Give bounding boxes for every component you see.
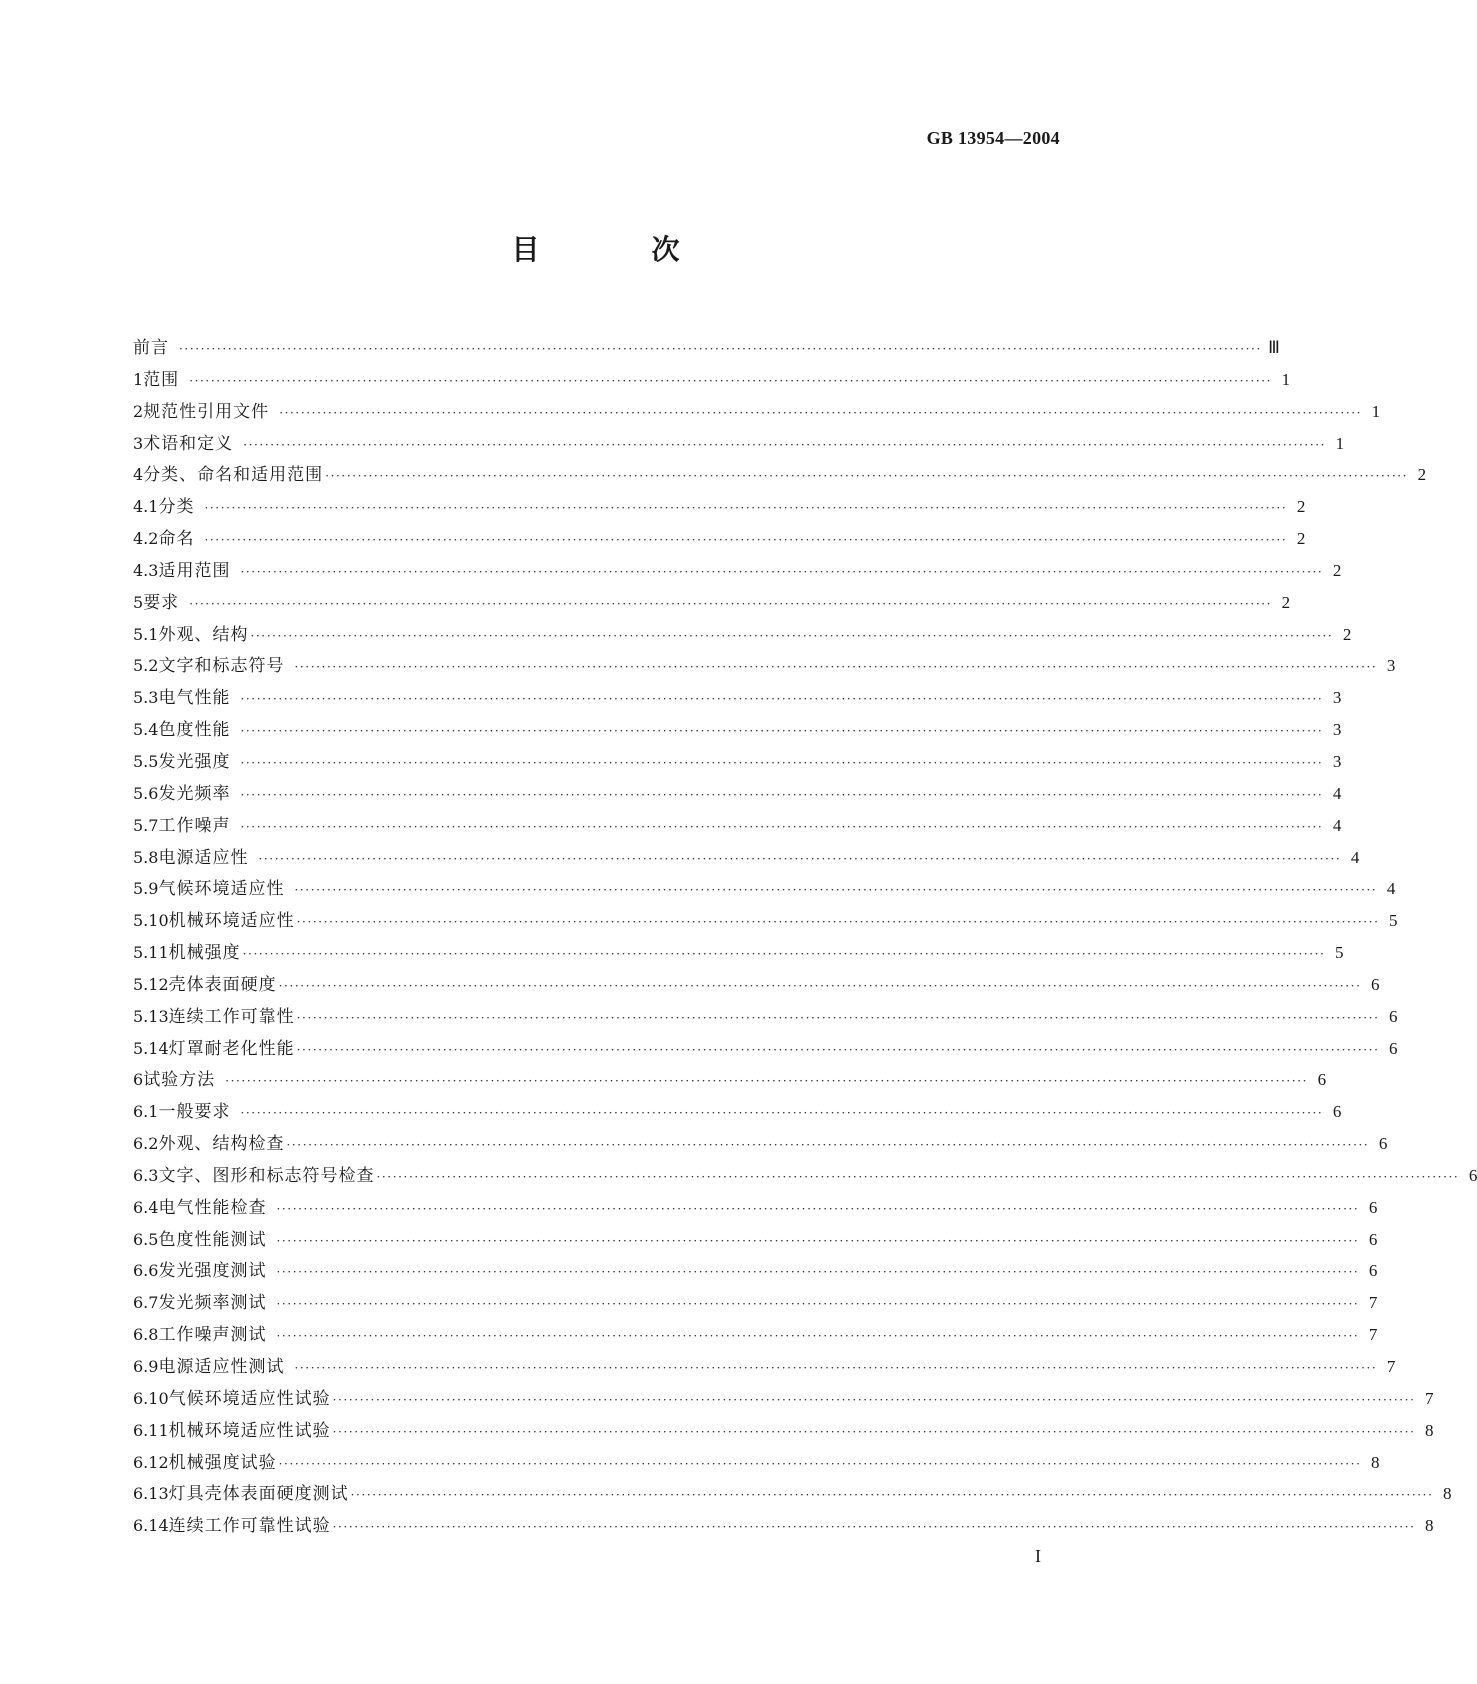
toc-entry[interactable]	[133, 650, 1396, 682]
toc-entry-page: 6	[1368, 1261, 1378, 1281]
toc-entry-page: 7	[1386, 1357, 1396, 1376]
toc-entry-number: 4.3	[133, 560, 159, 580]
toc-entry-number: 5.13	[133, 1006, 169, 1026]
toc-entry-page: 4	[1386, 879, 1396, 899]
dot-leader: ········································································································································································································	[325, 469, 1409, 484]
toc-entry-page: 1	[1371, 401, 1381, 421]
toc-entry-page: 8	[1443, 1484, 1452, 1504]
dot-leader: ········································································································································································································	[332, 1424, 1416, 1439]
dot-leader: ········································································································································································································	[286, 1138, 1370, 1153]
toc-entry-title: 机械强度	[168, 943, 241, 964]
toc-entry-title: 分类	[158, 497, 195, 518]
toc-entry-page: 3	[1332, 688, 1342, 708]
toc-entry-title: 灯具壳体表面硬度测试	[168, 1484, 349, 1505]
toc-entry-page: 1	[1335, 433, 1345, 453]
page-folio: I	[1035, 1546, 1041, 1566]
standard-code: GB 13954—2004	[926, 128, 1060, 148]
toc-entry[interactable]	[133, 1064, 1327, 1096]
toc-entry-number: 6.3	[133, 1165, 159, 1185]
toc-entry-number: 6.11	[133, 1420, 169, 1440]
toc-entry-title: 外观、结构	[158, 624, 249, 645]
toc-entry[interactable]	[133, 1319, 1378, 1351]
toc-entry[interactable]	[133, 332, 1280, 364]
toc-entry-page: 3	[1386, 656, 1396, 676]
toc-entry-title: 工作噪声测试	[158, 1325, 267, 1346]
dot-leader: ········································································································································································································	[240, 787, 1324, 802]
toc-entry-page: 6	[1368, 1197, 1378, 1217]
toc-entry-page: 6	[1368, 1229, 1378, 1249]
dot-leader: ········································································································································································································	[258, 851, 1342, 866]
toc-entry-title: 气候环境适应性	[158, 879, 285, 900]
dot-leader: ········································································································································································································	[332, 1392, 1416, 1407]
dot-leader: ········································································································································································································	[296, 1042, 1380, 1057]
toc-entry-page: 2	[1417, 465, 1427, 485]
toc-entry-page: 6	[1468, 1165, 1477, 1185]
toc-entry-number: 6.5	[133, 1229, 159, 1249]
toc-entry[interactable]	[133, 555, 1342, 587]
dot-leader: ········································································································································································································	[243, 437, 1327, 452]
toc-entry-title: 工作噪声	[158, 815, 231, 836]
toc-entry-title: 外观、结构检查	[158, 1134, 285, 1155]
toc-entry-page: 2	[1332, 560, 1342, 580]
toc-entry[interactable]	[133, 491, 1306, 523]
dot-leader: ········································································································································································································	[240, 564, 1324, 579]
dot-leader: ········································································································································································································	[240, 692, 1324, 707]
toc-entry-page: 2	[1296, 497, 1306, 517]
toc-entry-number: 2	[133, 401, 144, 421]
toc-entry[interactable]	[133, 682, 1342, 714]
toc-entry-page: 8	[1425, 1516, 1434, 1536]
dot-leader: ········································································································································································································	[350, 1488, 1434, 1503]
toc-entry-number: 5.11	[133, 943, 169, 963]
dot-leader: ········································································································································································································	[189, 596, 1273, 611]
toc-entry[interactable]	[133, 1255, 1378, 1287]
dot-leader: ········································································································································································································	[179, 342, 1262, 356]
toc-entry-title: 分类、命名和适用范围	[143, 465, 324, 486]
toc-entry[interactable]	[133, 714, 1342, 746]
toc-entry[interactable]	[133, 746, 1342, 778]
toc-entry-title: 前言	[133, 338, 169, 358]
toc-entry-title: 连续工作可靠性试验	[168, 1516, 331, 1537]
toc-entry-page: 8	[1371, 1452, 1380, 1472]
dot-leader: ········································································································································································································	[376, 1169, 1460, 1184]
dot-leader: ········································································································································································································	[240, 724, 1324, 739]
toc-entry[interactable]	[133, 523, 1306, 555]
dot-leader: ········································································································································································································	[250, 628, 1334, 643]
toc-entry-number: 5.10	[133, 911, 169, 931]
toc-entry[interactable]	[133, 1383, 1434, 1415]
toc-entry-page: 2	[1342, 624, 1352, 644]
toc-entry-page: 4	[1332, 783, 1342, 803]
dot-leader: ········································································································································································································	[240, 755, 1324, 770]
dot-leader: ········································································································································································································	[189, 373, 1273, 388]
toc-entry[interactable]	[133, 1287, 1378, 1319]
toc-entry-title: 壳体表面硬度	[168, 974, 277, 995]
toc-entry-page: 2	[1281, 592, 1291, 612]
toc-entry-number: 6.1	[133, 1102, 159, 1122]
toc-entry-number: 5.7	[133, 815, 159, 835]
toc-entry-page: 2	[1296, 529, 1306, 549]
dot-leader: ········································································································································································································	[278, 978, 1362, 993]
toc-entry-title: 范围	[143, 369, 180, 390]
dot-leader: ········································································································································································································	[225, 1074, 1309, 1089]
dot-leader: ········································································································································································································	[276, 1265, 1360, 1280]
toc-entry[interactable]	[133, 1510, 1434, 1542]
toc-entry[interactable]	[133, 1415, 1434, 1447]
toc-entry-title: 文字、图形和标志符号检查	[158, 1165, 375, 1186]
toc-entry-page: 4	[1350, 847, 1360, 867]
toc-entry-title: 适用范围	[158, 560, 231, 581]
toc-entry-number: 5.14	[133, 1038, 169, 1058]
toc-entry-number: 5.2	[133, 656, 159, 676]
toc-entry-number: 6.12	[133, 1452, 169, 1472]
toc-entry-page: 4	[1332, 815, 1342, 835]
toc-entry-number: 5.12	[133, 974, 169, 994]
toc-entry-page: 5	[1389, 911, 1398, 931]
dot-leader: ········································································································································································································	[296, 915, 1380, 930]
toc-entry-page: 3	[1332, 751, 1342, 771]
toc-entry[interactable]	[133, 1478, 1452, 1510]
toc-entry-title: 术语和定义	[143, 433, 234, 454]
toc-entry[interactable]	[133, 1160, 1477, 1192]
dot-leader: ········································································································································································································	[294, 883, 1378, 898]
toc-entry-title: 灯罩耐老化性能	[168, 1038, 295, 1059]
toc-entry[interactable]	[133, 842, 1360, 874]
toc-entry-number: 3	[133, 433, 144, 453]
toc-entry-title: 机械强度试验	[168, 1452, 277, 1473]
toc-entry[interactable]	[133, 619, 1352, 651]
dot-leader: ········································································································································································································	[276, 1233, 1360, 1248]
toc-entry-number: 5.4	[133, 720, 159, 740]
toc-entry-page: 7	[1368, 1293, 1378, 1313]
toc-entry-page: 6	[1371, 974, 1380, 994]
toc-entry-title: 试验方法	[143, 1070, 216, 1091]
toc-entry-number: 5.6	[133, 783, 159, 803]
dot-leader: ········································································································································································································	[276, 1329, 1360, 1344]
toc-entry-page: 6	[1332, 1102, 1342, 1122]
toc-entry-title: 气候环境适应性试验	[168, 1388, 331, 1409]
dot-leader: ········································································································································································································	[276, 1201, 1360, 1216]
dot-leader: ········································································································································································································	[278, 1456, 1362, 1471]
toc-entry-number: 5.1	[133, 624, 159, 644]
toc-entry-title: 电源适应性测试	[158, 1357, 285, 1377]
dot-leader: ········································································································································································································	[279, 405, 1363, 420]
toc-entry[interactable]	[133, 810, 1342, 842]
toc-entry[interactable]	[133, 1128, 1388, 1160]
dot-leader: ········································································································································································································	[294, 660, 1378, 675]
toc-entry-page: 3	[1332, 720, 1342, 740]
toc-entry-page: 8	[1425, 1420, 1434, 1440]
toc-entry-number: 5.3	[133, 688, 159, 708]
toc-entry-title: 发光频率测试	[158, 1293, 267, 1314]
toc-entry[interactable]	[133, 1351, 1396, 1383]
toc-entry-title: 电源适应性	[158, 847, 249, 868]
dot-leader: ········································································································································································································	[276, 1297, 1360, 1312]
toc-entry-title: 发光强度测试	[158, 1261, 267, 1282]
toc-entry[interactable]	[133, 1001, 1398, 1033]
toc-entry-number: 6.10	[133, 1388, 169, 1408]
toc-entry-number: 5.9	[133, 879, 159, 899]
toc-entry-page: 6	[1389, 1038, 1398, 1058]
toc-entry-page: 6	[1378, 1134, 1388, 1154]
toc-entry-title: 文字和标志符号	[158, 656, 285, 677]
toc-entry[interactable]	[133, 1096, 1342, 1128]
toc-entry[interactable]	[133, 1033, 1398, 1065]
toc-entry-number: 6.13	[133, 1484, 169, 1504]
toc-entry-title: 色度性能	[158, 720, 231, 741]
toc-entry-number: 5.8	[133, 847, 159, 867]
toc-entry-title: 一般要求	[158, 1102, 231, 1123]
toc-entry-number: 4.2	[133, 529, 159, 549]
toc-entry[interactable]	[133, 1447, 1380, 1479]
dot-leader: ········································································································································································································	[204, 501, 1288, 516]
toc-entry[interactable]	[133, 1192, 1378, 1224]
toc-entry[interactable]	[133, 778, 1342, 810]
dot-leader: ········································································································································································································	[242, 947, 1326, 962]
toc-entry-title: 规范性引用文件	[143, 401, 270, 422]
toc-entry-title: 电气性能	[158, 688, 231, 709]
toc-entry-number: 5	[133, 592, 144, 612]
toc-entry[interactable]	[133, 396, 1381, 428]
toc-entry-page: 7	[1368, 1325, 1378, 1345]
toc-entry-number: 6.4	[133, 1197, 159, 1217]
dot-leader: ········································································································································································································	[332, 1520, 1416, 1535]
toc-entry-title: 连续工作可靠性	[168, 1006, 295, 1027]
toc-entry-number: 6	[133, 1070, 144, 1090]
toc-entry-number: 6.14	[133, 1516, 169, 1536]
table-of-contents	[133, 332, 1477, 1542]
toc-entry[interactable]	[133, 969, 1380, 1001]
toc-entry-number: 5.5	[133, 751, 159, 771]
toc-entry-page: 6	[1389, 1006, 1398, 1026]
toc-entry-title: 发光强度	[158, 751, 231, 772]
toc-entry[interactable]	[133, 1224, 1378, 1256]
toc-entry-number: 6.2	[133, 1134, 159, 1154]
toc-entry[interactable]	[133, 873, 1396, 905]
toc-entry-page: 7	[1425, 1388, 1434, 1408]
toc-entry[interactable]	[133, 905, 1398, 937]
toc-entry-title: 机械环境适应性试验	[168, 1420, 331, 1441]
toc-entry[interactable]	[133, 937, 1344, 969]
dot-leader: ········································································································································································································	[240, 819, 1324, 834]
toc-entry-title: 发光频率	[158, 783, 231, 804]
page-title: 目 次	[511, 233, 722, 266]
toc-entry-page: 1	[1281, 369, 1291, 389]
toc-entry-number: 6.8	[133, 1325, 159, 1345]
dot-leader: ········································································································································································································	[294, 1361, 1378, 1375]
toc-entry-number: 6.6	[133, 1261, 159, 1281]
toc-entry-title: 电气性能检查	[158, 1197, 267, 1218]
toc-entry-number: 4.1	[133, 497, 159, 517]
toc-entry-title: 命名	[158, 529, 195, 550]
toc-entry-page: 5	[1335, 943, 1344, 963]
toc-entry-page: Ⅲ	[1268, 338, 1280, 357]
toc-entry-number: 1	[133, 369, 144, 389]
toc-entry[interactable]	[133, 364, 1291, 396]
toc-entry[interactable]	[133, 428, 1345, 460]
toc-entry-title: 机械环境适应性	[168, 911, 295, 932]
dot-leader: ········································································································································································································	[296, 1010, 1380, 1025]
toc-entry[interactable]	[133, 459, 1427, 491]
toc-entry-number: 4	[133, 465, 144, 485]
toc-entry-title: 要求	[143, 592, 180, 613]
toc-entry-page: 6	[1317, 1070, 1327, 1090]
toc-entry-number: 6.7	[133, 1293, 159, 1313]
toc-entry[interactable]	[133, 587, 1291, 619]
toc-entry-number: 6.9	[133, 1357, 159, 1376]
dot-leader: ········································································································································································································	[240, 1106, 1324, 1121]
toc-entry-title: 色度性能测试	[158, 1229, 267, 1250]
dot-leader: ········································································································································································································	[204, 533, 1288, 548]
